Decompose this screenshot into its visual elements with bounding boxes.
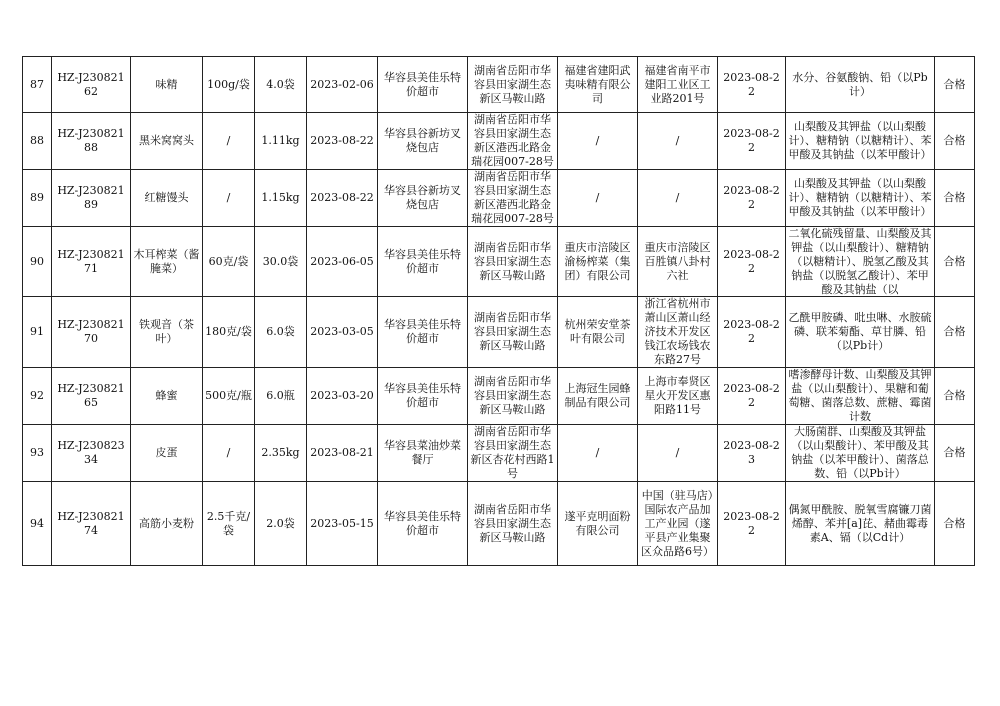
seller-name: 华容县美佳乐特价超市 [378,227,468,297]
row-number: 89 [23,170,52,227]
product-name: 皮蛋 [131,425,203,482]
row-number: 91 [23,297,52,368]
manufacturer-name: 重庆市涪陵区渝杨榨菜（集团）有限公司 [558,227,638,297]
test-items-text: 山梨酸及其钾盐（以山梨酸计）、糖精钠（以糖精计）、苯甲酸及其钠盐（以苯甲酸计） [788,120,932,161]
row-number: 92 [23,368,52,425]
manufacturer-name: 上海冠生园蜂制品有限公司 [558,368,638,425]
product-name: 黑米窝窝头 [131,113,203,170]
sample-quantity: 1.15kg [255,170,307,227]
seller-name: 华容县美佳乐特价超市 [378,297,468,368]
test-result: 合格 [935,297,975,368]
manufacturer-address: / [638,170,718,227]
manufacturer-address: 上海市奉贤区星火开发区惠阳路11号 [638,368,718,425]
sample-quantity: 4.0袋 [255,57,307,113]
test-result: 合格 [935,425,975,482]
test-items-text: 嗜渗酵母计数、山梨酸及其钾盐（以山梨酸计）、果糖和葡萄糖、菌落总数、蔗糖、霉菌计数 [788,368,932,423]
table-row [23,425,975,482]
seller-address: 湖南省岳阳市华容县田家湖生态新区马鞍山路 [468,227,558,297]
test-result: 合格 [935,482,975,566]
sample-code: HZ-J23082170 [52,297,131,368]
seller-name: 华容县菜油炒菜餐厅 [378,425,468,482]
table-body [23,57,975,566]
specification: 60克/袋 [203,227,255,297]
table-row [23,368,975,425]
manufacturer-address: 重庆市涪陵区百胜镇八卦村六社 [638,227,718,297]
sample-code: HZ-J23082171 [52,227,131,297]
sample-code: HZ-J23082189 [52,170,131,227]
product-name: 铁观音（茶叶） [131,297,203,368]
test-items-text: 水分、谷氨酸钠、铅（以Pb计） [792,70,928,98]
sample-code: HZ-J23082174 [52,482,131,566]
test-items [786,170,935,227]
sample-code: HZ-J23082188 [52,113,131,170]
specification: 180克/袋 [203,297,255,368]
table-row [23,227,975,297]
specification: 2.5千克/袋 [203,482,255,566]
row-number: 94 [23,482,52,566]
test-items-text: 偶氮甲酰胺、脱氧雪腐镰刀菌烯醇、苯并[a]芘、赭曲霉毒素A、镉（以Cd计） [788,502,932,544]
sample-quantity: 2.0袋 [255,482,307,566]
row-number: 88 [23,113,52,170]
test-date: 2023-08-22 [718,57,786,113]
test-items [786,227,935,297]
product-name: 高筋小麦粉 [131,482,203,566]
test-items [786,113,935,170]
sample-quantity: 30.0袋 [255,227,307,297]
sample-quantity: 6.0瓶 [255,368,307,425]
sample-code: HZ-J23082162 [52,57,131,113]
product-name: 木耳榨菜（酱腌菜） [131,227,203,297]
sample-code: HZ-J23082334 [52,425,131,482]
sample-quantity: 1.11kg [255,113,307,170]
sample-quantity: 2.35kg [255,425,307,482]
manufacturer-name: / [558,170,638,227]
table-row [23,113,975,170]
seller-address: 湖南省岳阳市华容县田家湖生态新区马鞍山路 [468,297,558,368]
test-items [786,368,935,425]
specification: 100g/袋 [203,57,255,113]
test-result: 合格 [935,57,975,113]
seller-name: 华容县谷新坊叉烧包店 [378,113,468,170]
production-date: 2023-03-05 [307,297,378,368]
production-date: 2023-05-15 [307,482,378,566]
test-items-text: 大肠菌群、山梨酸及其钾盐（以山梨酸计）、苯甲酸及其钠盐（以苯甲酸计）、菌落总数、铅（以Pb计） [791,425,929,480]
seller-name: 华容县谷新坊叉烧包店 [378,170,468,227]
test-result: 合格 [935,113,975,170]
manufacturer-name: 福建省建阳武夷味精有限公司 [558,57,638,113]
manufacturer-name: 杭州荣安堂茶叶有限公司 [558,297,638,368]
manufacturer-name: / [558,113,638,170]
seller-name: 华容县美佳乐特价超市 [378,368,468,425]
manufacturer-address: 中国（驻马店）国际农产品加工产业园（遂平县产业集聚区众品路6号） [638,482,718,566]
seller-address: 湖南省岳阳市华容县田家湖生态新区马鞍山路 [468,368,558,425]
specification: / [203,170,255,227]
table-row [23,482,975,566]
manufacturer-address: / [638,425,718,482]
manufacturer-name: / [558,425,638,482]
row-number: 93 [23,425,52,482]
seller-address: 湖南省岳阳市华容县田家湖生态新区马鞍山路 [468,482,558,566]
test-date: 2023-08-22 [718,227,786,297]
specification: / [203,425,255,482]
test-items [786,425,935,482]
row-number: 87 [23,57,52,113]
test-items-text: 乙酰甲胺磷、吡虫啉、水胺硫磷、联苯菊酯、草甘膦、铅（以Pb计） [788,311,932,352]
test-date: 2023-08-22 [718,113,786,170]
test-result: 合格 [935,170,975,227]
test-items [786,57,935,113]
production-date: 2023-08-22 [307,113,378,170]
specification: 500克/瓶 [203,368,255,425]
table-row [23,170,975,227]
table-row [23,297,975,368]
test-date: 2023-08-23 [718,425,786,482]
test-items [786,482,935,566]
table-row [23,57,975,113]
test-result: 合格 [935,227,975,297]
sample-code: HZ-J23082165 [52,368,131,425]
manufacturer-address: 福建省南平市建阳工业区工业路201号 [638,57,718,113]
manufacturer-name: 遂平克明面粉有限公司 [558,482,638,566]
test-items [786,297,935,368]
test-date: 2023-08-22 [718,170,786,227]
seller-address: 湖南省岳阳市华容县田家湖生态新区马鞍山路 [468,57,558,113]
manufacturer-address: / [638,113,718,170]
production-date: 2023-08-22 [307,170,378,227]
test-date: 2023-08-22 [718,368,786,425]
specification: / [203,113,255,170]
test-date: 2023-08-22 [718,297,786,368]
seller-address: 湖南省岳阳市华容县田家湖生态新区港西北路金瑞花园007-28号 [468,113,558,170]
seller-address: 湖南省岳阳市华容县田家湖生态新区杏花村西路1号 [468,425,558,482]
production-date: 2023-02-06 [307,57,378,113]
seller-name: 华容县美佳乐特价超市 [378,57,468,113]
seller-address: 湖南省岳阳市华容县田家湖生态新区港西北路金瑞花园007-28号 [468,170,558,227]
test-date: 2023-08-22 [718,482,786,566]
test-result: 合格 [935,368,975,425]
sampling-results-table [22,56,975,566]
test-items-text: 山梨酸及其钾盐（以山梨酸计）、糖精钠（以糖精计）、苯甲酸及其钠盐（以苯甲酸计） [788,177,932,218]
test-items-text: 二氧化硫残留量、山梨酸及其钾盐（以山梨酸计）、糖精钠（以糖精计）、脱氢乙酸及其钠盐（以脱氢乙酸计）、苯甲酸及其钠盐（以 [788,227,932,296]
sample-quantity: 6.0袋 [255,297,307,368]
product-name: 红糖馒头 [131,170,203,227]
production-date: 2023-03-20 [307,368,378,425]
production-date: 2023-06-05 [307,227,378,297]
seller-name: 华容县美佳乐特价超市 [378,482,468,566]
product-name: 味精 [131,57,203,113]
production-date: 2023-08-21 [307,425,378,482]
row-number: 90 [23,227,52,297]
manufacturer-address: 浙江省杭州市萧山区萧山经济技术开发区钱江农场钱农东路27号 [638,297,718,368]
product-name: 蜂蜜 [131,368,203,425]
